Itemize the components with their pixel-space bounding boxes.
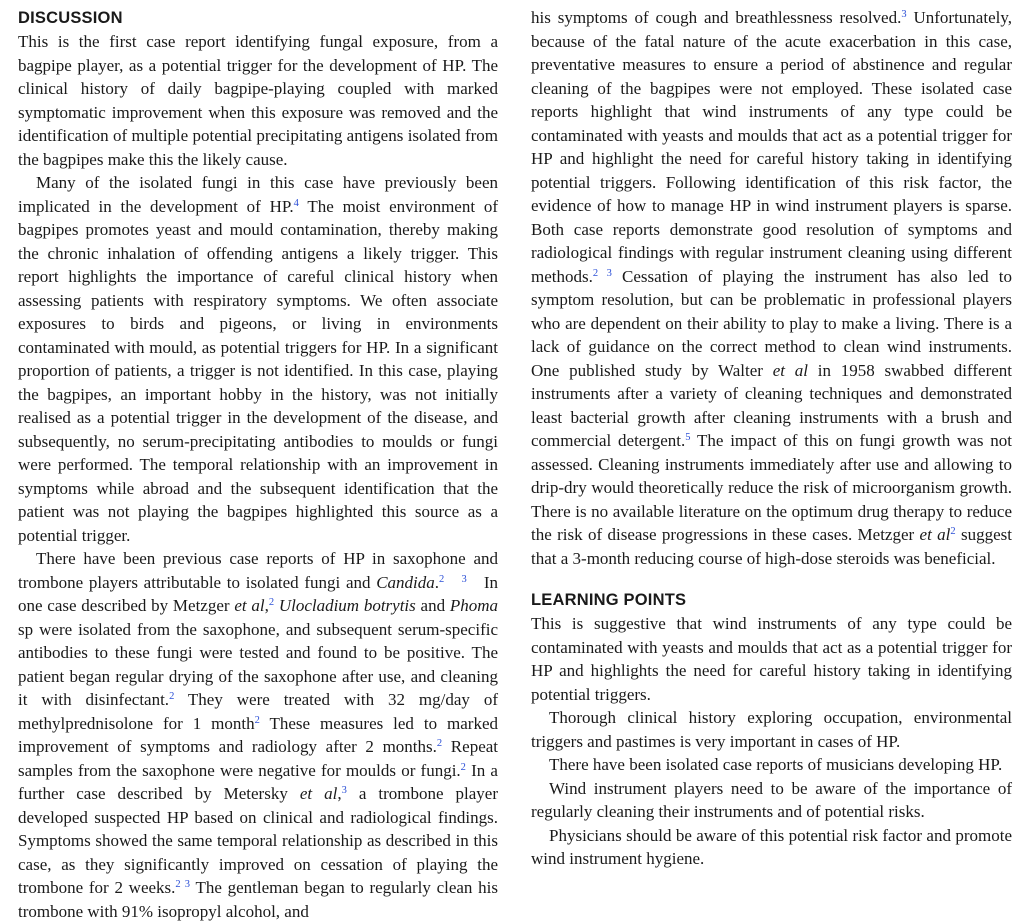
discussion-paragraph-4: his symptoms of cough and breathlessness resolved.$^3$ Unfortunately, because of the fatal nature of the acute exacerbation in this case, preventative measures to ensure a period of abstinence and regular cleaning of the bagpipes were not employed. These isolated case reports highlight that wind instruments of any type could be contaminated with yeasts and moulds that act as a potential trigger for HP and highlight the need for careful history taking in identifying potential triggers. Following identification of this risk factor, the evidence of how to manage HP in wind instrument players is sparse. Both case reports demonstrate good resolution of symptoms and radiological findings with regular instrument cleaning using different methods.$^{2 3}$ Cessation of playing the instrument has also led to symptom resolution, but can be problematic in professional players who are dependent on their ability to play to make a living. There is a lack of guidance on the correct method to clean wind instruments. One published study by Walter et al in 1958 swabbed different instruments after a variety of cleaning techniques and demonstrated least bacterial growth after cleaning instruments with a brush and commercial detergent.$^5$ The impact of this on fungi growth was not assessed. Cleaning instruments immediately after use and allowing to drip-dry would theoretically reduce the risk of microorganism growth. There is no available literature on the optimum drug therapy to reduce the risk of disease progressions in these cases. Metzger et $al^2$ suggest that a 3-month reducing course of high-dose steroids was beneficial. [531, 8, 1013, 568]
citation-link[interactable]: 3 [901, 9, 907, 20]
learning-points-heading: LEARNING POINTS [531, 591, 687, 609]
learning-point: Thorough clinical history exploring occupation, environmental triggers and pastimes is very important in cases of HP. [531, 708, 1012, 751]
citation-link[interactable]: 2 [460, 761, 466, 773]
left-column [18, 6, 498, 923]
learning-point: Wind instrument players need to be aware of the importance of regularly cleaning their instruments and of potential risks. [531, 778, 1012, 821]
citation-link[interactable]: 2 3 [175, 879, 191, 890]
citation-link[interactable]: 2 3 [592, 267, 612, 279]
discussion-heading: DISCUSSION [18, 9, 123, 27]
learning-point: There have been isolated case reports of musicians developing HP. [549, 755, 1003, 774]
citation-link[interactable]: 2 [169, 691, 175, 702]
citation-link[interactable]: 4 [293, 197, 299, 209]
learning-point: This is suggestive that wind instruments of any type could be contaminated with yeasts and moulds that act as a potential trigger for HP and highlights the need for careful history taking in identifying potential triggers. [531, 614, 1012, 704]
discussion-paragraph-1: This is the first case report identifying fungal exposure, from a bagpipe player, as a potential trigger for the development of HP. The clinical history of daily bagpipe-playing coupled with marked symptomatic improvement when this exposure was removed and the identification of multiple potential precipitating antigens isolated from the bagpipes make this the likely cause. [18, 32, 498, 169]
citation-link[interactable]: 5 [685, 432, 691, 443]
citation-link[interactable]: 3 [341, 785, 347, 796]
citation-link[interactable]: 3 [461, 573, 467, 585]
citation-link[interactable]: 2 [950, 526, 956, 537]
citation-link[interactable]: 2 [254, 714, 260, 726]
learning-point: Physicians should be aware of this potential risk factor and promote wind instrument hygiene. [531, 825, 1012, 868]
discussion-paragraph-3: There have been previous case reports of HP in saxophone and trombone players attributable to isolated fungi and Candida.$^2$ $^3$ In one case described by Metzger et al,$^2$ Ulocladium botrytis and Phoma sp were isolated from the saxophone, and subsequent serum-specific antibodies to these fungi were tested and found to be positive. The patient began regular drying of the saxophone after use, and cleaning it with disinfectant.$^2$ They were treated with 32 mg/day of methylprednisolone for 1 month$^2$ These measures led to marked improvement of symptoms and radiology after 2 months.$^2$ Repeat samples from the saxophone were negative for moulds or fungi.$^2$ In a further case described by Metersky et al,$^3$ a trombone player developed suspected HP based on clinical and radiological findings. Symptoms showed the same temporal relationship as described in this case, as they significantly improved on cessation of playing the trombone for 2 weeks.$^{2 3}$ The gentleman began to regularly clean his trombone with 91% isopropyl alcohol, and [18, 549, 499, 921]
right-column [531, 6, 1012, 871]
citation-link[interactable]: 2 [436, 738, 443, 749]
citation-link[interactable]: 2 [439, 573, 445, 585]
citation-link[interactable]: 2 [268, 597, 275, 608]
discussion-paragraph-2: Many of the isolated fungi in this case have previously been implicated in the development of HP.$^4$ The moist environment of bagpipes promotes yeast and mould contamination, thereby making the chronic inhalation of offending antigens a likely trigger. This report highlights the importance of careful clinical history when assessing patients with respiratory symptoms. We often associate exposures to birds and pigeons, or living in environments contaminated with mould, as potential triggers for HP. In a significant proportion of patients, a trigger is not identified. In this case, playing the bagpipes, an important hobby in the history, was not initially realised as a potential trigger in the development of the disease, and subsequently, no serum-precipitating antibodies to moulds or fungi were performed. The temporal relationship with an improvement in symptoms while abroad and the subsequent identification that the patient was not playing the bagpipes highlighted this source as a potential trigger. [18, 173, 498, 545]
